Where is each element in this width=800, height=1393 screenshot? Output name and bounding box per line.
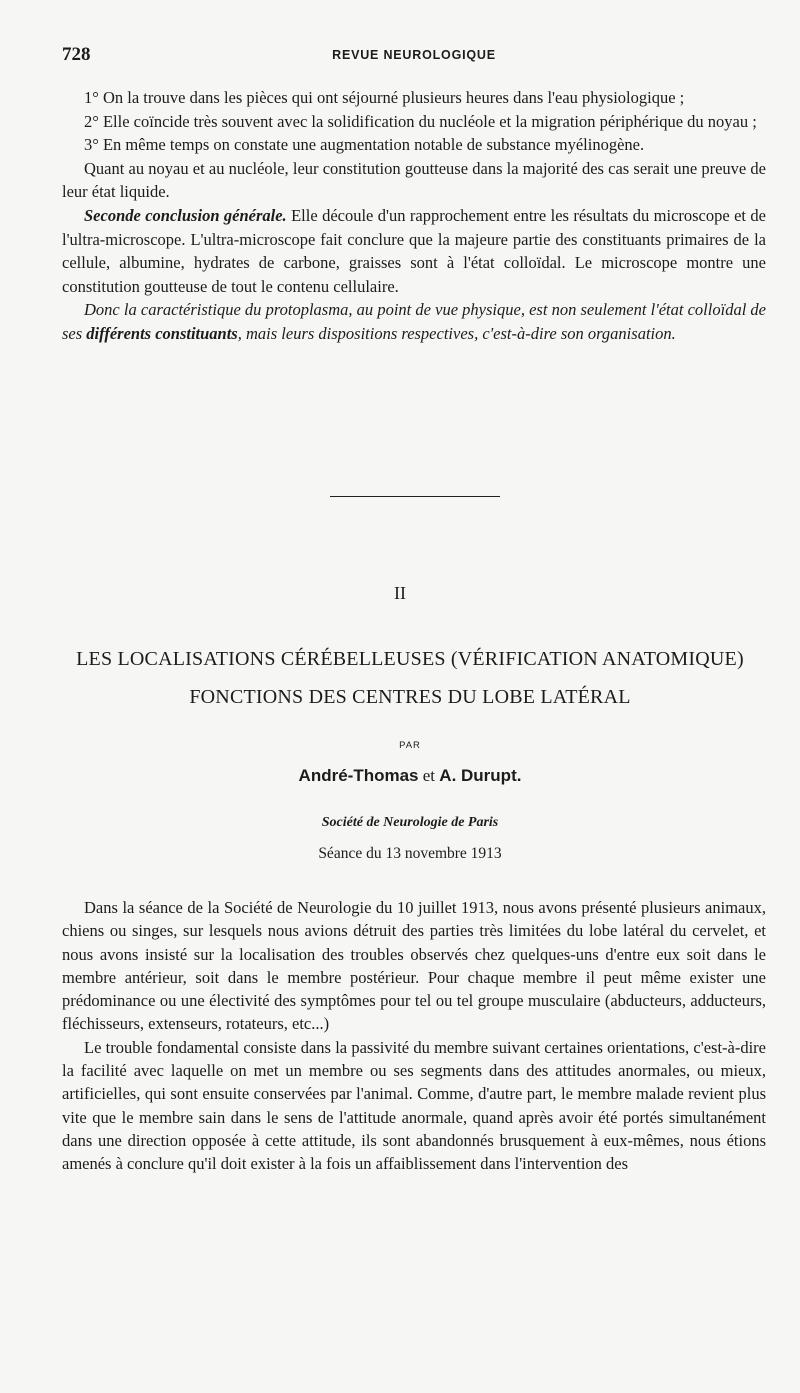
article-body [62,896,766,1176]
running-head [62,44,766,68]
byline-par: PAR [399,740,421,751]
article-title [40,640,780,716]
author-2: A. Durupt. [439,766,522,785]
paragraph-conclusion [62,298,766,345]
second-conclusion-lead: Seconde conclusion générale. [84,205,287,225]
list-item-2: 2° Elle coïncide très souvent avec la solidification du nucléole et la migration périphérique du noyau ; [84,111,757,131]
section-divider [330,496,500,497]
society-name: Société de Neurologie de Paris [321,815,499,830]
list-item-1: 1° On la trouve dans les pièces qui ont séjourné plusieurs heures dans l'eau physiologique ; [84,88,685,107]
authors [0,766,800,786]
article-title-line-1: LES LOCALISATIONS CÉRÉBELLEUSES (VÉRIFICATION ANATOMIQUE) [76,648,744,670]
paragraph-nucleus: Quant au noyau et au nucléole, leur constitution goutteuse dans la majorité des cas serait une preuve de leur état liquide. [62,158,766,202]
body-paragraph-2: Le trouble fondamental consiste dans la passivité du membre suivant certaines orientations, c'est-à-dire la facilité avec laquelle on met un membre ou ses segments dans des attitudes anormales, ou mieux, artificielles, qui sont ensuite conservées par l'animal. Comme, d'autre part, le membre malade revient plus vite que le membre sain dans le sens de l'attitude anormale, quand après avoir été portés simultanément dans une direction opposée à cette attitude, ils sont abandonnés brusquement à eux-mêmes, nous étions amenés à conclure qu'il doit exister à la fois un affaiblissement dans l'intervention des [62,1037,766,1174]
body-paragraph-1: Dans la séance de la Société de Neurologie du 10 juillet 1913, nous avons présenté plusieurs animaux, chiens ou singes, sur lesquels nous avions détruit des parties très limitées du lobe latéral du cervelet, et nous avons insisté sur la localisation des troubles observés chez quelques-uns d'entre eux soit dans le membre antérieur, soit dans le membre postérieur. Pour chaque membre il peut même exister une prédominance ou une électivité des symptômes pour tel ou tel groupe musculaire (abducteurs, adducteurs, fléchisseurs, extenseurs, rotateurs, etc...) [62,898,766,1034]
session-date: Séance du 13 novembre 1913 [318,845,502,862]
previous-article-end [62,86,766,346]
journal-title: REVUE NEUROLOGIQUE [332,48,496,62]
section-number: II [394,583,406,603]
conclusion-part-c: , mais leurs dispositions respectives, c'est-à-dire son organisation. [237,323,676,343]
conclusion-part-a: Donc la caractéristique du protoplasma, au point de vue physique, est non seulement l'état colloïdal de ses [62,300,766,343]
list-item-3: 3° En même temps on constate une augmentation notable de substance myélinogène. [84,135,645,155]
second-conclusion-text: Elle découle d'un rapprochement entre les résultats du microscope et de l'ultra-microscope. L'ultra-microscope fait conclure que la majeure partie des constituants primaires de la cellule, albumine, hydrates de carbone, graisses sont à l'état colloïdal. Le microscope montre une constitution goutteuse de tout le contenu cellulaire. [62,205,766,296]
author-1: André-Thomas [298,766,419,785]
page-number: 728 [62,44,91,65]
paragraph-second-conclusion [62,204,766,298]
author-conjunction: et [418,766,440,785]
conclusion-emphasis: différents constituants [86,323,238,343]
article-title-line-2: FONCTIONS DES CENTRES DU LOBE LATÉRAL [189,686,631,708]
